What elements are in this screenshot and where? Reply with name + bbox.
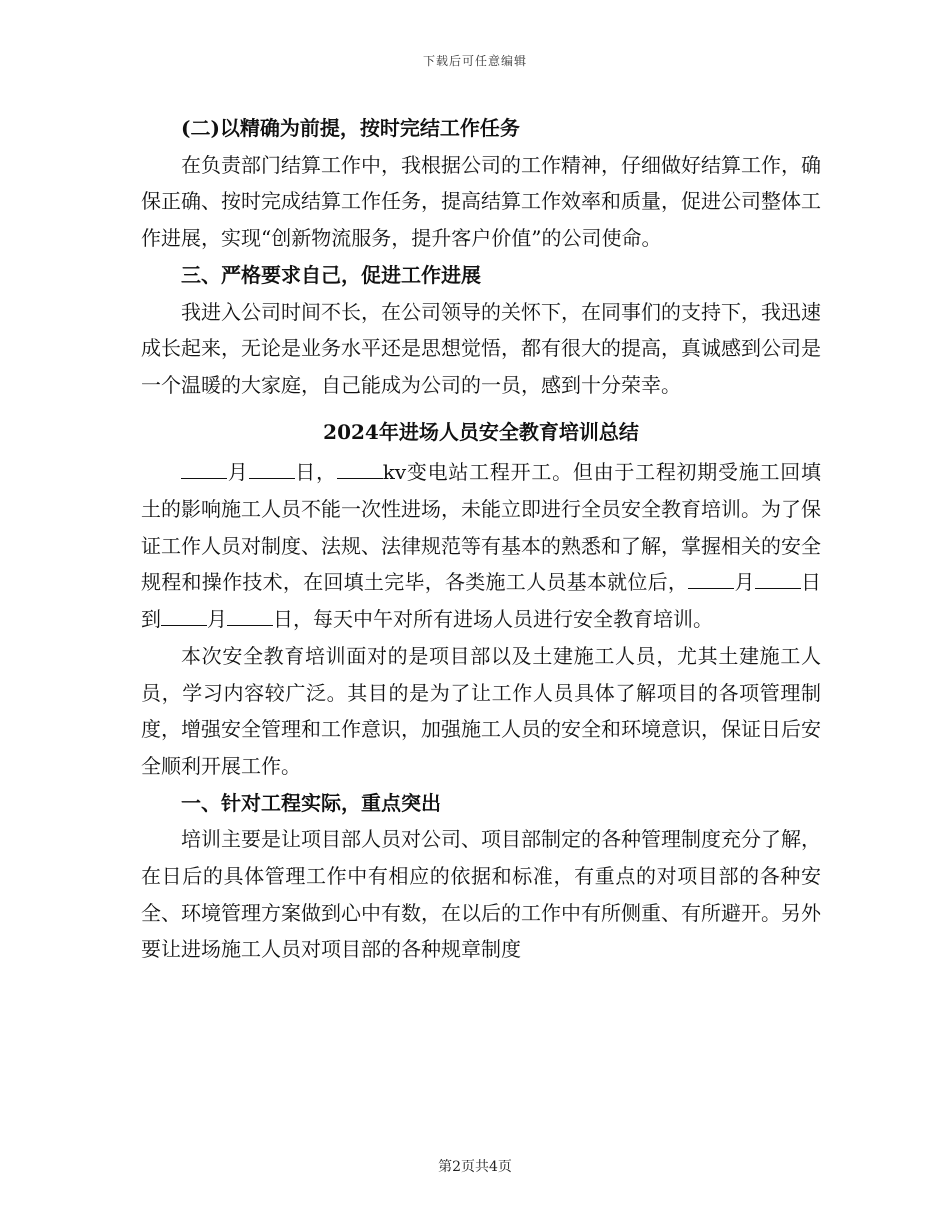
intro-text: 月 xyxy=(207,607,227,632)
page-header-note: 下载后可任意编辑 xyxy=(422,54,527,68)
intro-paragraph xyxy=(141,454,821,638)
body-paragraph: 本次安全教育培训面对的是项目部以及土建施工人员，尤其土建施工人员，学习内容较广泛。其目的是为了让工作人员具体了解项目的各项管理制度，增强安全管理和工作意识，加强施工人员的安全和环境意识，保证日后安全顺利开展工作。 xyxy=(141,643,821,778)
body-paragraph: 在负责部门结算工作中，我根据公司的工作精神，仔细做好结算工作，确保正确、按时完成结算工作任务，提高结算工作效率和质量，促进公司整体工作进展，实现“创新物流服务，提升客户价值”的公司使命。 xyxy=(141,152,821,251)
section-heading: 三、严格要求自己，促进工作进展 xyxy=(181,262,481,287)
body-paragraph: 我进入公司时间不长，在公司领导的关怀下，在同事们的支持下，我迅速成长起来，无论是业务水平还是思想觉悟，都有很大的提高，真诚感到公司是一个温暖的大家庭，自己能成为公司的一员，感到十分荣幸。 xyxy=(141,299,821,397)
document-title: 2024年进场人员安全教育培训总结 xyxy=(323,419,639,444)
intro-text: 日， xyxy=(294,460,337,485)
intro-text: 日到 xyxy=(141,570,822,632)
section-heading: (二)以精确为前提，按时完结工作任务 xyxy=(181,116,520,140)
page-number: 第2页共4页 xyxy=(438,1159,512,1175)
blank-field xyxy=(161,607,207,626)
blank-field xyxy=(181,460,227,479)
intro-text: kv变电站工程开工。但由于工程初期受施工回填土的影响施工人员不能一次性进场，未能立即进行全员安全教育培训。为了保证工作人员对制度、法规、法律规范等有基本的熟悉和了解，掌握相关的安全规程和操作技术，在回填土完毕，各类施工人员基本就位后， xyxy=(141,460,822,595)
intro-text: 日，每天中午对所有进场人员进行安全教育培训。 xyxy=(273,607,713,632)
document-body xyxy=(141,110,821,968)
body-paragraph: 培训主要是让项目部人员对公司、项目部制定的各种管理制度充分了解，在日后的具体管理工作中有相应的依据和标准，有重点的对项目部的各种安全、环境管理方案做到心中有数，在以后的工作中有所侧重、有所避开。另外要让进场施工人员对项目部的各种规章制度 xyxy=(141,827,821,962)
intro-text: 月 xyxy=(227,460,249,485)
blank-field xyxy=(227,607,273,626)
section-heading: 一、针对工程实际，重点突出 xyxy=(181,790,441,815)
blank-field xyxy=(688,570,734,589)
blank-field xyxy=(249,460,295,479)
intro-text: 月 xyxy=(734,570,755,595)
blank-field xyxy=(755,570,801,589)
blank-field xyxy=(337,460,383,479)
